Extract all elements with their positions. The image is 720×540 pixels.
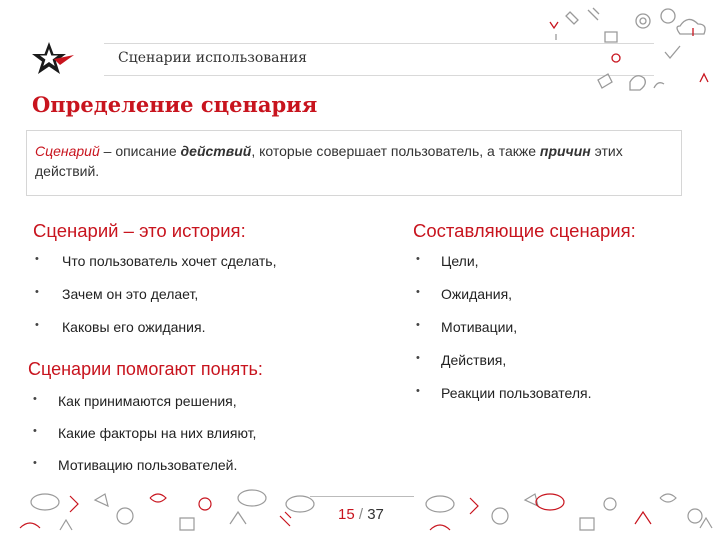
components-heading: Составляющие сценария: bbox=[413, 220, 636, 241]
list-item: • Зачем он это делает, bbox=[35, 286, 199, 302]
list-item: • Что пользователь хочет сделать, bbox=[35, 253, 277, 269]
definition-text-2: , которые совершает пользователь, а также bbox=[251, 143, 540, 159]
star-logo-icon bbox=[30, 40, 76, 80]
definition-term: Сценарий bbox=[35, 143, 100, 159]
page-separator: / bbox=[358, 506, 364, 523]
definition-text-3: этих действий. bbox=[35, 143, 623, 179]
list-item: • Мотивацию пользователей. bbox=[33, 457, 238, 473]
doodle-pattern-icon bbox=[530, 2, 720, 102]
list-item: • Какие факторы на них влияют, bbox=[33, 425, 257, 441]
list-item: • Ожидания, bbox=[416, 286, 513, 302]
list-item: • Реакции пользователя. bbox=[416, 385, 592, 401]
list-item: • Каковы его ожидания. bbox=[35, 319, 206, 335]
section-title: Сценарии использования bbox=[118, 50, 307, 66]
story-list bbox=[35, 253, 365, 352]
definition-text-1: – описание bbox=[99, 143, 181, 159]
list-item: • Как принимаются решения, bbox=[33, 393, 237, 409]
page-indicator bbox=[338, 506, 384, 523]
definition-emphasis-actions: действий bbox=[180, 143, 252, 159]
components-list bbox=[416, 253, 696, 418]
definition-emphasis-reasons: причин bbox=[539, 143, 591, 159]
slide-title: Определение сценария bbox=[32, 92, 318, 117]
list-item: • Цели, bbox=[416, 253, 479, 269]
story-heading: Сценарий – это история: bbox=[33, 220, 246, 241]
understanding-list bbox=[33, 393, 363, 489]
total-pages: 37 bbox=[367, 506, 384, 523]
understanding-heading: Сценарии помогают понять: bbox=[28, 359, 263, 379]
definition-box bbox=[26, 130, 682, 196]
current-page: 15 bbox=[338, 506, 355, 523]
pager-divider bbox=[310, 496, 414, 497]
list-item: • Мотивации, bbox=[416, 319, 518, 335]
list-item: • Действия, bbox=[416, 352, 507, 368]
